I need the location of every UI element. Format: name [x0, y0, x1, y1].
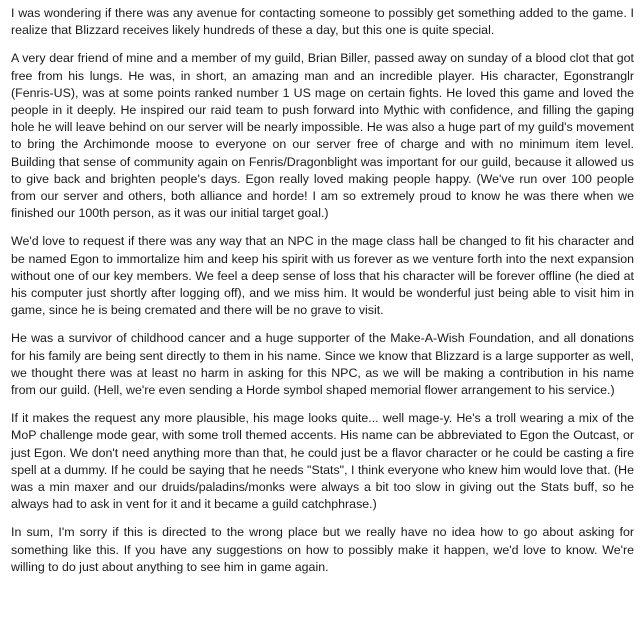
paragraph-closing: In sum, I'm sorry if this is directed to the wrong place but we really have no idea how to go about asking for something like this. If you have any suggestions on how to possibly make it happen, we'd love to know. We're willing to do just about anything to see him in game again. [11, 525, 634, 574]
paragraph-request: We'd love to request if there was any way that an NPC in the mage class hall be changed to fit his character and be named Egon to immortalize him and keep his spirit with us forever as we venture forth into the next expansion without one of our key members. We feel a deep sense of loss that his character will be forever offline (he died at his computer just shortly after logging off), and we miss him. It would be wonderful just being able to visit him in game, since he is being cremated and there will be no grave to visit. [11, 234, 634, 318]
paragraph-make-a-wish: He was a survivor of childhood cancer and a huge supporter of the Make-A-Wish Foundation, and all donations for his family are being sent directly to them in his name. Since we know that Blizzard is a large supporter as well, we thought there was at least no harm in asking for this NPC, as we will be making a contribution in his name from our guild. (Hell, we're even sending a Horde symbol shaped memorial flower arrangement to his service.) [11, 331, 634, 398]
paragraph-friend: A very dear friend of mine and a member of my guild, Brian Biller, passed away on sunday of a blood clot that got free from his lungs. He was, in short, an amazing man and an incredible player. His character, Egonstranglr (Fenris-US), was at some points ranked number 1 US mage on certain fights. He loved this game and loved the people in it deeply. He inspired our raid team to push forward into Mythic with confidence, and filling the gaping hole he will leave behind on our server will be nearly impossible. He was also a huge part of my guild's movement to bring the Archimonde moose to everyone on our server free of charge and with no minimum item level. Building that sense of community again on Fenris/Dragonblight was important for our guild, because it allowed us to give back and brighten people's days. Egon really loved making people happy. (We've run over 100 people from our server and others, both alliance and horde! I am so extremely proud to know he was there when we finished our 100th person, as it was our initial target goal.) [11, 51, 634, 221]
letter-document [8, 5, 634, 576]
paragraph-intro: I was wondering if there was any avenue for contacting someone to possibly get something added to the game. I realize that Blizzard receives likely hundreds of these a day, but this one is quite special. [11, 6, 634, 38]
paragraph-appearance: If it makes the request any more plausible, his mage looks quite... well mage-y. He's a troll wearing a mix of the MoP challenge mode gear, with some troll themed accents. His name can be abbreviated to Egon the Outcast, or just Egon. We don't need anything more than that, he could just be a flavor character or he could be casting a fire spell at a dummy. If he could be saying that he needs "Stats", I think everyone who knew him would love that. (He was a min maxer and our druids/paladins/monks were always a bit too slow in giving out the Stats buff, so he always had to ask in vent for it and it became a guild catchphrase.) [11, 411, 634, 512]
